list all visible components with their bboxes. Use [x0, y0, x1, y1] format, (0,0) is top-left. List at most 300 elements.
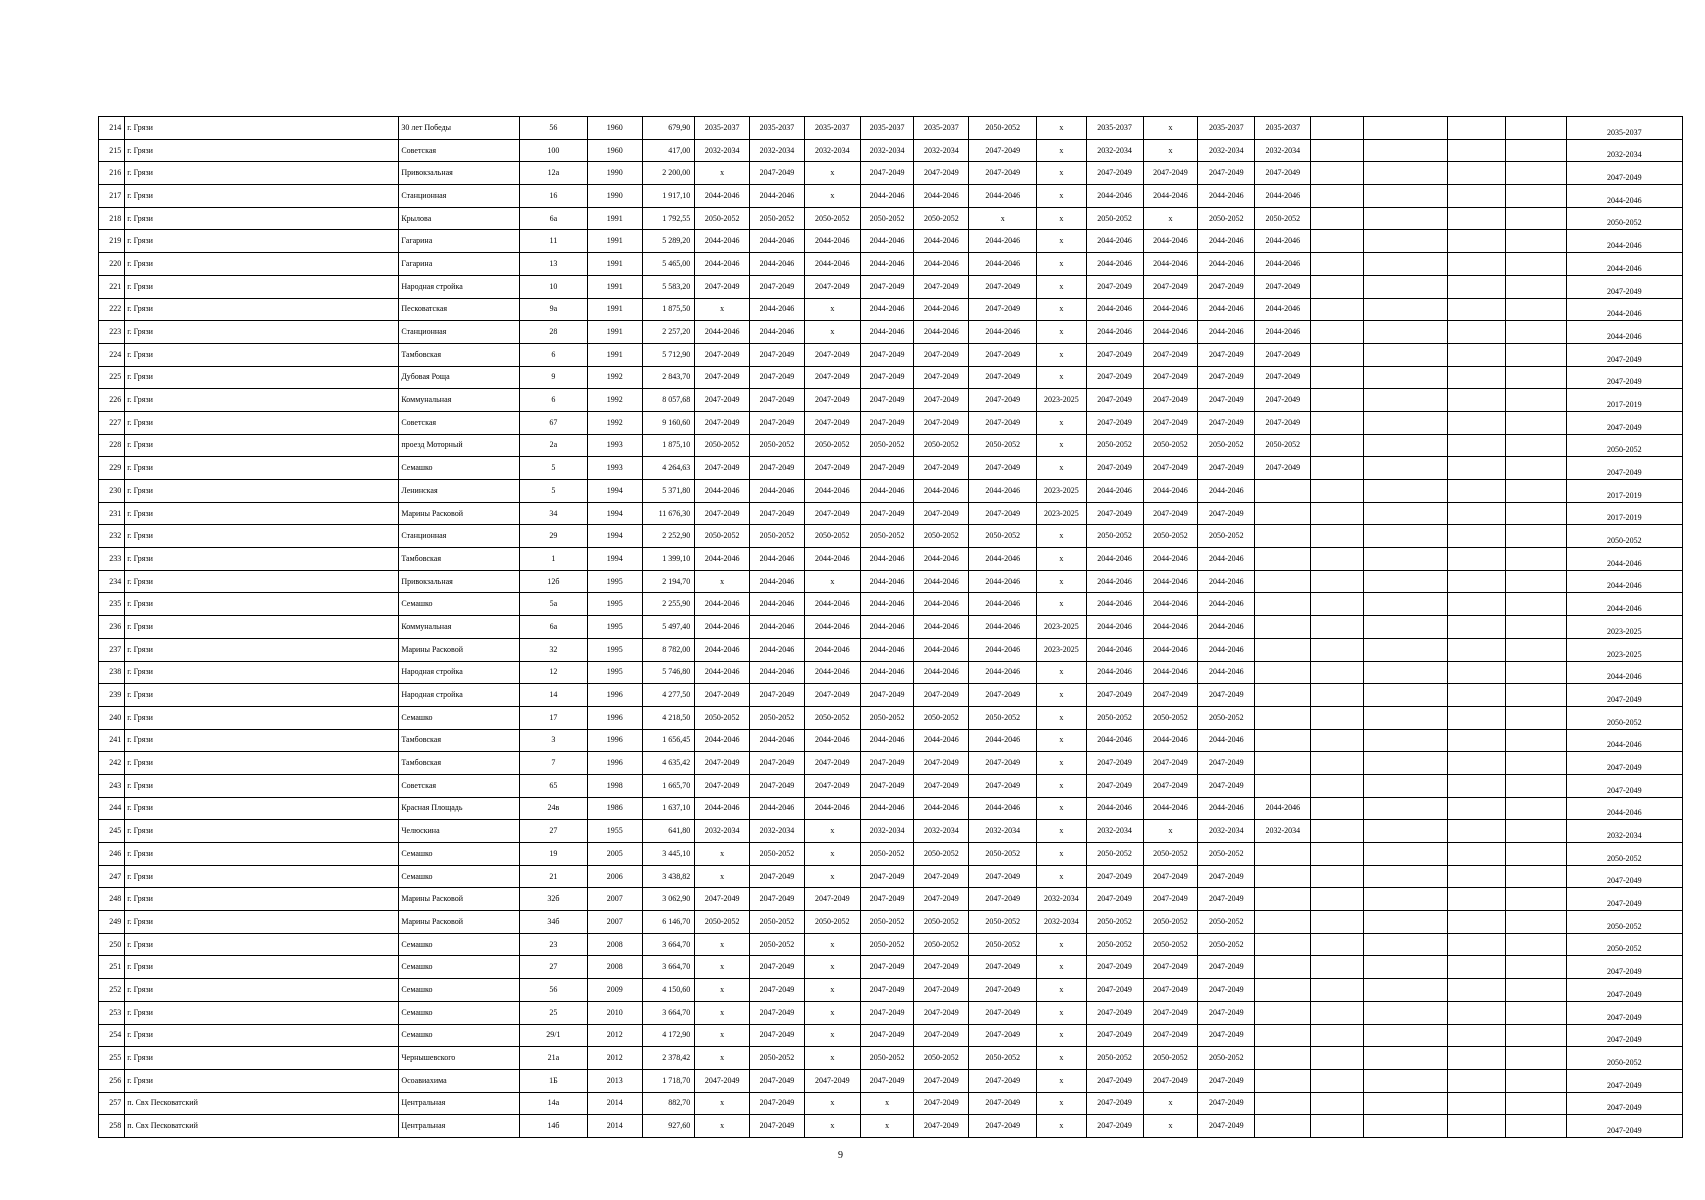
- cell-c7: x: [1037, 843, 1086, 866]
- cell-year: 1994: [587, 525, 642, 548]
- cell-street: Семашко: [399, 979, 520, 1002]
- cell-e4: [1506, 684, 1566, 707]
- cell-c10: 2047-2049: [1198, 752, 1255, 775]
- cell-street: Тамбовская: [399, 729, 520, 752]
- cell-c9: 2044-2046: [1143, 729, 1198, 752]
- cell-e1: [1311, 321, 1364, 344]
- cell-num: 221: [99, 275, 125, 298]
- cell-num: 246: [99, 843, 125, 866]
- cell-c3: 2047-2049: [804, 1069, 860, 1092]
- cell-c8: 2044-2046: [1086, 548, 1143, 571]
- cell-c4: 2044-2046: [860, 253, 914, 276]
- cell-area: 1 875,50: [642, 298, 695, 321]
- cell-year: 1994: [587, 502, 642, 525]
- table-row: [99, 1001, 1683, 1024]
- cell-street: Центральная: [399, 1115, 520, 1138]
- cell-num: 217: [99, 185, 125, 208]
- cell-c8: 2044-2046: [1086, 253, 1143, 276]
- cell-num: 253: [99, 1001, 125, 1024]
- cell-year: 1955: [587, 820, 642, 843]
- cell-c2: 2044-2046: [750, 230, 805, 253]
- table-row: [99, 593, 1683, 616]
- cell-e4: [1506, 774, 1566, 797]
- cell-c11: 2032-2034: [1255, 820, 1311, 843]
- cell-c9: 2047-2049: [1143, 162, 1198, 185]
- cell-e3: [1448, 502, 1506, 525]
- cell-e1: [1311, 820, 1364, 843]
- cell-final: 2047-2049: [1566, 1001, 1682, 1024]
- cell-locality: г. Грязи: [125, 1024, 399, 1047]
- cell-year: 1990: [587, 162, 642, 185]
- cell-c9: x: [1143, 117, 1198, 140]
- cell-c8: 2044-2046: [1086, 593, 1143, 616]
- cell-e1: [1311, 729, 1364, 752]
- cell-final: 2023-2025: [1566, 616, 1682, 639]
- cell-c10: 2047-2049: [1198, 411, 1255, 434]
- cell-c9: 2047-2049: [1143, 956, 1198, 979]
- cell-c1: 2047-2049: [695, 1069, 750, 1092]
- cell-e3: [1448, 525, 1506, 548]
- cell-c9: 2047-2049: [1143, 502, 1198, 525]
- cell-c3: 2050-2052: [804, 434, 860, 457]
- cell-c6: 2047-2049: [969, 684, 1037, 707]
- cell-house: 6: [519, 343, 587, 366]
- cell-c3: 2047-2049: [804, 411, 860, 434]
- cell-c4: 2044-2046: [860, 321, 914, 344]
- cell-house: 6а: [519, 207, 587, 230]
- table-row: [99, 661, 1683, 684]
- cell-e3: [1448, 1092, 1506, 1115]
- cell-e4: [1506, 933, 1566, 956]
- cell-c10: 2044-2046: [1198, 661, 1255, 684]
- cell-e1: [1311, 638, 1364, 661]
- cell-c8: 2044-2046: [1086, 185, 1143, 208]
- cell-c8: 2047-2049: [1086, 1115, 1143, 1138]
- cell-c1: 2047-2049: [695, 502, 750, 525]
- cell-area: 2 252,90: [642, 525, 695, 548]
- cell-c5: 2044-2046: [914, 570, 969, 593]
- cell-e2: [1363, 162, 1447, 185]
- cell-c6: x: [969, 207, 1037, 230]
- cell-c8: 2047-2049: [1086, 774, 1143, 797]
- cell-house: 13: [519, 253, 587, 276]
- cell-e3: [1448, 230, 1506, 253]
- cell-c7: x: [1037, 525, 1086, 548]
- cell-c9: 2050-2052: [1143, 434, 1198, 457]
- table-row: [99, 911, 1683, 934]
- cell-year: 1990: [587, 185, 642, 208]
- cell-c7: x: [1037, 298, 1086, 321]
- cell-c7: 2023-2025: [1037, 480, 1086, 503]
- cell-c11: [1255, 638, 1311, 661]
- cell-year: 1993: [587, 434, 642, 457]
- cell-c1: 2044-2046: [695, 321, 750, 344]
- table-row: [99, 706, 1683, 729]
- cell-c3: 2044-2046: [804, 230, 860, 253]
- cell-locality: г. Грязи: [125, 933, 399, 956]
- cell-c11: [1255, 502, 1311, 525]
- cell-c11: 2050-2052: [1255, 434, 1311, 457]
- cell-c3: 2047-2049: [804, 275, 860, 298]
- cell-area: 1 917,10: [642, 185, 695, 208]
- cell-e4: [1506, 570, 1566, 593]
- cell-c11: [1255, 933, 1311, 956]
- cell-e1: [1311, 389, 1364, 412]
- cell-year: 1995: [587, 616, 642, 639]
- table-row: [99, 366, 1683, 389]
- cell-c9: 2050-2052: [1143, 843, 1198, 866]
- cell-c9: x: [1143, 139, 1198, 162]
- cell-e1: [1311, 661, 1364, 684]
- cell-locality: г. Грязи: [125, 752, 399, 775]
- cell-c10: 2047-2049: [1198, 956, 1255, 979]
- table-row: [99, 774, 1683, 797]
- cell-num: 248: [99, 888, 125, 911]
- cell-c3: 2044-2046: [804, 661, 860, 684]
- cell-c1: 2047-2049: [695, 888, 750, 911]
- cell-house: 1: [519, 548, 587, 571]
- cell-num: 220: [99, 253, 125, 276]
- cell-c3: x: [804, 321, 860, 344]
- cell-c5: 2050-2052: [914, 1047, 969, 1070]
- cell-c8: 2047-2049: [1086, 752, 1143, 775]
- cell-street: Коммунальная: [399, 389, 520, 412]
- cell-street: Семашко: [399, 706, 520, 729]
- cell-final: 2050-2052: [1566, 706, 1682, 729]
- cell-c6: 2047-2049: [969, 411, 1037, 434]
- cell-c10: 2047-2049: [1198, 502, 1255, 525]
- cell-c7: x: [1037, 321, 1086, 344]
- cell-c1: x: [695, 1092, 750, 1115]
- cell-area: 882,70: [642, 1092, 695, 1115]
- cell-c7: x: [1037, 275, 1086, 298]
- cell-c4: 2050-2052: [860, 434, 914, 457]
- cell-e4: [1506, 162, 1566, 185]
- cell-e4: [1506, 117, 1566, 140]
- cell-year: 1991: [587, 253, 642, 276]
- cell-c2: 2032-2034: [750, 139, 805, 162]
- cell-house: 5: [519, 457, 587, 480]
- cell-c3: 2047-2049: [804, 457, 860, 480]
- cell-c9: 2044-2046: [1143, 230, 1198, 253]
- cell-c8: 2047-2049: [1086, 888, 1143, 911]
- cell-e1: [1311, 253, 1364, 276]
- cell-final: 2017-2019: [1566, 480, 1682, 503]
- cell-c9: x: [1143, 207, 1198, 230]
- cell-c2: 2050-2052: [750, 911, 805, 934]
- cell-e3: [1448, 548, 1506, 571]
- cell-c5: 2032-2034: [914, 820, 969, 843]
- cell-c4: 2032-2034: [860, 820, 914, 843]
- cell-c3: 2047-2049: [804, 752, 860, 775]
- cell-house: 29/1: [519, 1024, 587, 1047]
- cell-c5: 2044-2046: [914, 298, 969, 321]
- cell-e1: [1311, 684, 1364, 707]
- cell-area: 1 637,10: [642, 797, 695, 820]
- cell-c7: x: [1037, 1047, 1086, 1070]
- cell-street: Семашко: [399, 457, 520, 480]
- cell-c4: 2047-2049: [860, 275, 914, 298]
- cell-year: 1996: [587, 706, 642, 729]
- cell-c5: 2047-2049: [914, 502, 969, 525]
- cell-c6: 2047-2049: [969, 1024, 1037, 1047]
- cell-area: 1 399,10: [642, 548, 695, 571]
- cell-e4: [1506, 480, 1566, 503]
- cell-c11: 2047-2049: [1255, 343, 1311, 366]
- cell-c7: x: [1037, 797, 1086, 820]
- cell-c3: 2047-2049: [804, 389, 860, 412]
- cell-street: Советская: [399, 774, 520, 797]
- cell-e3: [1448, 684, 1506, 707]
- cell-e1: [1311, 911, 1364, 934]
- cell-e3: [1448, 480, 1506, 503]
- cell-c11: [1255, 593, 1311, 616]
- cell-street: Песковатская: [399, 298, 520, 321]
- cell-final: 2050-2052: [1566, 207, 1682, 230]
- cell-c5: 2047-2049: [914, 684, 969, 707]
- cell-final: 2047-2049: [1566, 1092, 1682, 1115]
- cell-c8: 2050-2052: [1086, 1047, 1143, 1070]
- cell-c2: 2047-2049: [750, 411, 805, 434]
- cell-house: 5: [519, 480, 587, 503]
- cell-e4: [1506, 298, 1566, 321]
- cell-c3: x: [804, 1024, 860, 1047]
- cell-area: 5 746,80: [642, 661, 695, 684]
- cell-c7: 2032-2034: [1037, 911, 1086, 934]
- cell-c2: 2047-2049: [750, 366, 805, 389]
- cell-house: 23: [519, 933, 587, 956]
- cell-street: Народная стройка: [399, 684, 520, 707]
- cell-street: проезд Моторный: [399, 434, 520, 457]
- cell-locality: г. Грязи: [125, 389, 399, 412]
- cell-c6: 2044-2046: [969, 185, 1037, 208]
- cell-e4: [1506, 911, 1566, 934]
- cell-c5: 2050-2052: [914, 525, 969, 548]
- cell-num: 234: [99, 570, 125, 593]
- cell-c10: 2047-2049: [1198, 1092, 1255, 1115]
- table-row: [99, 684, 1683, 707]
- cell-c6: 2044-2046: [969, 321, 1037, 344]
- cell-locality: г. Грязи: [125, 956, 399, 979]
- cell-c3: 2047-2049: [804, 343, 860, 366]
- cell-c2: 2044-2046: [750, 661, 805, 684]
- cell-house: 27: [519, 820, 587, 843]
- cell-c11: 2044-2046: [1255, 185, 1311, 208]
- cell-c4: 2044-2046: [860, 661, 914, 684]
- cell-c2: 2050-2052: [750, 525, 805, 548]
- cell-c9: 2044-2046: [1143, 298, 1198, 321]
- cell-c6: 2032-2034: [969, 820, 1037, 843]
- cell-c7: x: [1037, 865, 1086, 888]
- cell-c7: x: [1037, 1024, 1086, 1047]
- cell-c10: 2047-2049: [1198, 1001, 1255, 1024]
- table-row: [99, 343, 1683, 366]
- cell-e3: [1448, 434, 1506, 457]
- cell-c8: 2047-2049: [1086, 389, 1143, 412]
- cell-c1: 2050-2052: [695, 525, 750, 548]
- cell-final: 2050-2052: [1566, 1047, 1682, 1070]
- cell-e2: [1363, 774, 1447, 797]
- cell-num: 255: [99, 1047, 125, 1070]
- cell-locality: г. Грязи: [125, 207, 399, 230]
- cell-c7: x: [1037, 117, 1086, 140]
- cell-c6: 2044-2046: [969, 797, 1037, 820]
- cell-c2: 2044-2046: [750, 548, 805, 571]
- cell-c9: 2047-2049: [1143, 774, 1198, 797]
- page-number: 9: [838, 1150, 843, 1161]
- cell-c8: 2050-2052: [1086, 434, 1143, 457]
- cell-e2: [1363, 661, 1447, 684]
- cell-c4: 2047-2049: [860, 366, 914, 389]
- cell-e3: [1448, 253, 1506, 276]
- cell-c2: 2047-2049: [750, 457, 805, 480]
- cell-street: Осоавиахима: [399, 1069, 520, 1092]
- cell-house: 5а: [519, 593, 587, 616]
- cell-locality: г. Грязи: [125, 117, 399, 140]
- cell-year: 1991: [587, 298, 642, 321]
- cell-c1: 2050-2052: [695, 207, 750, 230]
- cell-house: 27: [519, 956, 587, 979]
- cell-c11: [1255, 774, 1311, 797]
- cell-final: 2047-2049: [1566, 774, 1682, 797]
- cell-e3: [1448, 752, 1506, 775]
- cell-num: 249: [99, 911, 125, 934]
- cell-c1: x: [695, 1024, 750, 1047]
- cell-area: 5 465,00: [642, 253, 695, 276]
- cell-e2: [1363, 230, 1447, 253]
- cell-c9: 2047-2049: [1143, 979, 1198, 1002]
- cell-c1: 2047-2049: [695, 275, 750, 298]
- cell-c6: 2050-2052: [969, 434, 1037, 457]
- cell-e1: [1311, 1115, 1364, 1138]
- cell-locality: г. Грязи: [125, 525, 399, 548]
- cell-num: 225: [99, 366, 125, 389]
- cell-c10: 2035-2037: [1198, 117, 1255, 140]
- table-row: [99, 457, 1683, 480]
- cell-area: 3 062,90: [642, 888, 695, 911]
- cell-c10: 2047-2049: [1198, 343, 1255, 366]
- cell-c1: 2035-2037: [695, 117, 750, 140]
- cell-c10: 2050-2052: [1198, 1047, 1255, 1070]
- cell-house: 12а: [519, 162, 587, 185]
- cell-house: 21: [519, 865, 587, 888]
- cell-c11: 2047-2049: [1255, 457, 1311, 480]
- cell-c6: 2047-2049: [969, 162, 1037, 185]
- cell-c3: x: [804, 843, 860, 866]
- cell-c5: 2044-2046: [914, 729, 969, 752]
- cell-e3: [1448, 185, 1506, 208]
- cell-final: 2047-2049: [1566, 275, 1682, 298]
- cell-c4: 2035-2037: [860, 117, 914, 140]
- cell-c9: 2047-2049: [1143, 411, 1198, 434]
- cell-c10: 2044-2046: [1198, 638, 1255, 661]
- cell-locality: г. Грязи: [125, 343, 399, 366]
- cell-c10: 2032-2034: [1198, 139, 1255, 162]
- cell-e4: [1506, 525, 1566, 548]
- cell-c10: 2044-2046: [1198, 797, 1255, 820]
- cell-c2: 2050-2052: [750, 434, 805, 457]
- cell-c4: 2047-2049: [860, 888, 914, 911]
- cell-c9: 2044-2046: [1143, 321, 1198, 344]
- cell-c4: 2047-2049: [860, 1069, 914, 1092]
- cell-street: Марины Расковой: [399, 888, 520, 911]
- cell-c8: 2044-2046: [1086, 638, 1143, 661]
- cell-num: 247: [99, 865, 125, 888]
- cell-c3: 2035-2037: [804, 117, 860, 140]
- cell-locality: г. Грязи: [125, 593, 399, 616]
- cell-c2: 2044-2046: [750, 185, 805, 208]
- cell-num: 251: [99, 956, 125, 979]
- cell-c8: 2032-2034: [1086, 820, 1143, 843]
- cell-c7: x: [1037, 774, 1086, 797]
- cell-house: 12: [519, 661, 587, 684]
- cell-c7: x: [1037, 207, 1086, 230]
- cell-final: 2044-2046: [1566, 570, 1682, 593]
- cell-street: Семашко: [399, 843, 520, 866]
- cell-house: 7: [519, 752, 587, 775]
- table-row: [99, 843, 1683, 866]
- cell-final: 2047-2049: [1566, 343, 1682, 366]
- cell-num: 219: [99, 230, 125, 253]
- cell-e3: [1448, 343, 1506, 366]
- cell-year: 2006: [587, 865, 642, 888]
- cell-c4: 2047-2049: [860, 1001, 914, 1024]
- cell-c11: 2044-2046: [1255, 298, 1311, 321]
- cell-c2: 2044-2046: [750, 729, 805, 752]
- cell-street: Ленинская: [399, 480, 520, 503]
- cell-c1: 2047-2049: [695, 774, 750, 797]
- cell-e3: [1448, 888, 1506, 911]
- table-row: [99, 298, 1683, 321]
- cell-c4: 2044-2046: [860, 593, 914, 616]
- cell-locality: г. Грязи: [125, 888, 399, 911]
- cell-e1: [1311, 139, 1364, 162]
- cell-final: 2047-2049: [1566, 752, 1682, 775]
- cell-c3: x: [804, 162, 860, 185]
- cell-c11: 2044-2046: [1255, 230, 1311, 253]
- cell-e4: [1506, 411, 1566, 434]
- cell-locality: г. Грязи: [125, 820, 399, 843]
- table-row: [99, 979, 1683, 1002]
- cell-c3: x: [804, 1047, 860, 1070]
- cell-street: Семашко: [399, 1001, 520, 1024]
- cell-c9: 2047-2049: [1143, 366, 1198, 389]
- cell-e1: [1311, 706, 1364, 729]
- cell-final: 2047-2049: [1566, 979, 1682, 1002]
- cell-c3: 2044-2046: [804, 480, 860, 503]
- cell-c3: 2044-2046: [804, 548, 860, 571]
- cell-e4: [1506, 343, 1566, 366]
- cell-e3: [1448, 411, 1506, 434]
- cell-e1: [1311, 797, 1364, 820]
- cell-street: Красная Площадь: [399, 797, 520, 820]
- cell-e4: [1506, 230, 1566, 253]
- cell-e2: [1363, 865, 1447, 888]
- cell-c10: 2032-2034: [1198, 820, 1255, 843]
- cell-c4: 2047-2049: [860, 684, 914, 707]
- cell-c7: 2023-2025: [1037, 502, 1086, 525]
- cell-num: 252: [99, 979, 125, 1002]
- cell-c1: 2044-2046: [695, 729, 750, 752]
- cell-c9: x: [1143, 820, 1198, 843]
- cell-year: 1991: [587, 230, 642, 253]
- cell-c2: 2047-2049: [750, 389, 805, 412]
- cell-c7: 2023-2025: [1037, 616, 1086, 639]
- cell-e4: [1506, 661, 1566, 684]
- cell-area: 3 438,82: [642, 865, 695, 888]
- cell-c10: 2050-2052: [1198, 706, 1255, 729]
- cell-e4: [1506, 434, 1566, 457]
